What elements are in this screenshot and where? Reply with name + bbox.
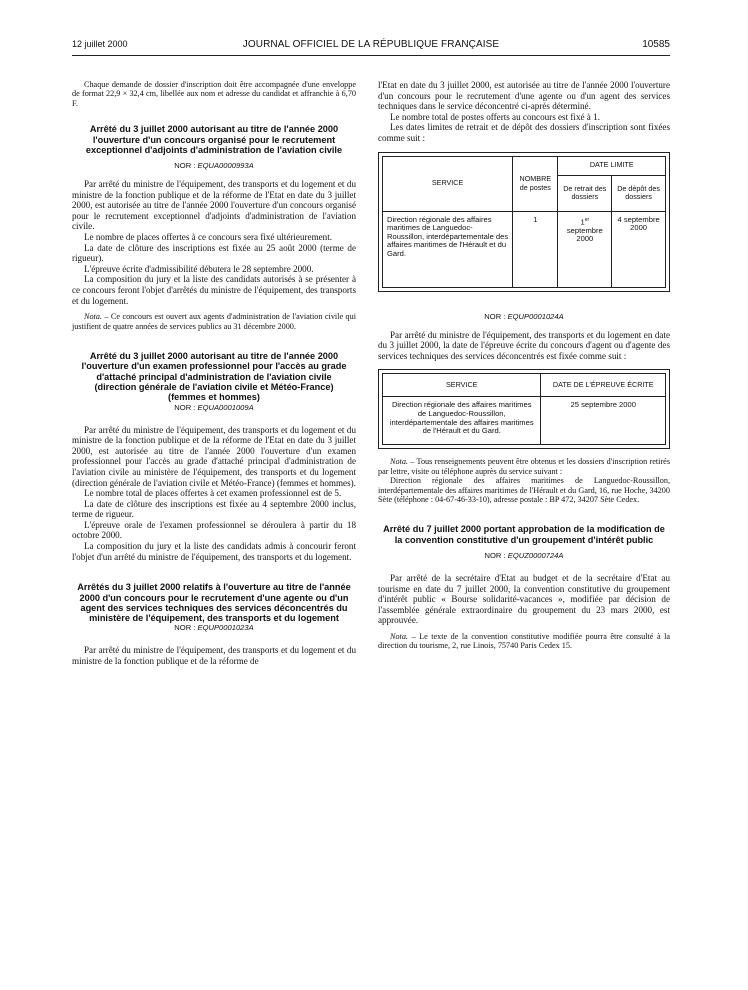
article-1-para-1: Par arrêté du ministre de l'équipement, des transports et du logement et du ministre de la fonction publique et de la réforme de l'Etat en date du 3 juillet 2000, est autorisée au titre de l'année 2000 l'ouverture d'un concours organisé pour le recrutement exceptionnel d'adjoints d'administration de l'aviation civile.	[72, 179, 356, 232]
article-2-title: Arrêté du 3 juillet 2000 autorisant au titre de l'année 2000 l'ouverture d'un examen professionnel pour l'accès au grade d'attaché principal d'administration de l'aviation civile (direction générale de l'aviation civile et Météo-France) (femmes et hommes)	[81, 351, 347, 403]
article-2-para-5: La composition du jury et la liste des candidats admis à concourir feront l'objet d'un arrêté du ministre de l'équipement, des transports et du logement.	[72, 541, 356, 562]
intro-paragraph: Chaque demande de dossier d'inscription doit être accompagnée d'une enveloppe de format 22,9 × 32,4 cm, libellée aux nom et adresse du candidat et affranchie à 6,70 F.	[72, 80, 356, 108]
table-1-header-date-limite: DATE LIMITE	[558, 156, 666, 175]
article-3-title: Arrêtés du 3 juillet 2000 relatifs à l'ouverture au titre de l'année 2000 d'un concours pour le recrutement d'une agente ou d'un agent des services techniques des services déconcentrés du ministère de l'équipement, des transports et du logement	[77, 582, 351, 624]
article-3-nor: NOR : EQUP0001023A	[174, 623, 254, 633]
table-1-header-service: SERVICE	[383, 156, 513, 211]
table-2-cell-date: 25 septembre 2000	[541, 397, 666, 445]
article-2-nor: NOR : EQUA0001009A	[174, 402, 254, 412]
right-para-2: Le nombre total de postes offerts au concours est fixé à 1.	[390, 111, 600, 122]
page-header	[72, 39, 670, 56]
article-1-para-4: L'épreuve écrite d'admissibilité débutera le 28 septembre 2000.	[84, 263, 314, 274]
article-2-para-2: Le nombre total de places offertes à cet examen professionnel est de 5.	[84, 488, 342, 499]
right-para-4: Par arrêté du ministre de l'équipement, des transports et du logement en date du 3 juillet 2000, la date de l'épreuve écrite du concours d'agent ou d'agente des services techniques des services déconcentrés est fixée comme suit :	[378, 329, 670, 361]
right-para-1: l'Etat en date du 3 juillet 2000, est autorisée au titre de l'année 2000 l'ouverture d'un concours pour le recrutement d'une agente ou d'un agent des services techniques dans le service déconcentré ci-après déterminé.	[378, 80, 670, 112]
article-1-para-5: La composition du jury et la liste des candidats autorisés à se présenter à ce concours feront l'objet d'arrêtés du ministre de l'équipement, des transports et du logement.	[72, 274, 356, 306]
deadlines-table	[382, 156, 666, 288]
table-2-cell-service: Direction régionale des affaires maritimes de Languedoc-Roussillon, interdépartementale des affaires maritimes de l'Hérault et du Gard.	[383, 397, 541, 445]
table-1-frame	[378, 152, 670, 292]
table-1-cell-nombre: 1	[513, 211, 558, 287]
article-2-para-3: La date de clôture des inscriptions est fixée au 4 septembre 2000 inclus, terme de rigueur.	[72, 498, 356, 520]
article-4-para-1: Par arrêté de la secrétaire d'Etat au budget et de la secrétaire d'Etat au tourisme en date du 7 juillet 2000, la convention constitutive du groupement d'intérêt public « Bourse solidarité-vacances », modifiée par décision de l'assemblée générale extraordinaire du groupement du 23 mars 2000, est approuvée.	[378, 572, 670, 626]
right-note-1: Nota. – Tous renseignements peuvent être obtenus et les dossiers d'inscription retirés par lettre, visite ou téléphone auprès du service suivant :	[378, 457, 670, 476]
table-1-header-nombre: NOMBRE de postes	[513, 156, 558, 211]
article-1-nor: NOR : EQUA0000993A	[174, 161, 254, 171]
article-4-nor: NOR : EQUZ0000724A	[484, 550, 564, 560]
right-column	[378, 80, 670, 651]
table-1-header-depot: De dépôt des dossiers	[612, 175, 666, 211]
article-1-para-2: Le nombre de places offertes à ce concours sera fixé ultérieurement.	[84, 232, 333, 243]
header-title: JOURNAL OFFICIEL DE LA RÉPUBLIQUE FRANÇAISE	[242, 39, 500, 50]
right-note-2: Direction régionale des affaires maritimes de Languedoc-Roussillon, interdépartementale des affaires maritimes de l'Hérault et du Gard, 16, rue Hoche, 34200 Sète (téléphone : 04-67-46-33-10), adresse postale : BP 472, 34207 Sète Cedex.	[378, 476, 670, 504]
table-2-frame	[378, 369, 670, 449]
table-1-header-retrait: De retrait des dossiers	[558, 175, 612, 211]
article-1-para-3: La date de clôture des inscriptions est fixée au 25 août 2000 (terme de rigueur).	[72, 242, 356, 264]
right-nor-2: NOR : EQUP0001024A	[484, 311, 564, 321]
table-1-cell-service: Direction régionale des affaires maritimes de Languedoc-Roussillon, interdépartementale des affaires maritimes de l'Hérault et du Gard.	[383, 211, 513, 287]
article-2-para-1: Par arrêté du ministre de l'équipement, des transports et du logement et du ministre de la fonction publique et de la réforme de l'Etat en date du 3 juillet 2000, est autorisée au titre de l'année 2000 l'ouverture d'un examen professionnel pour l'accès au grade d'attaché principal d'administration de l'aviation civile au ministère de l'équipement, des transports et du logement (direction générale de l'aviation civile et Météo-France) (femmes et hommes).	[72, 424, 356, 488]
header-date: 12 juillet 2000	[72, 39, 128, 49]
header-page-number: 10585	[642, 39, 670, 50]
article-1-note: Nota. – Ce concours est ouvert aux agents d'administration de l'aviation civile qui justifient de quatre années de services publics au 31 décembre 2000.	[72, 312, 356, 331]
article-4-note: Nota. – Le texte de la convention constitutive modifiée pourra être consulté à la direction du tourisme, 2, rue Linois, 75740 Paris Cedex 15.	[378, 631, 670, 651]
table-1-cell-depot: 4 septembre 2000	[612, 211, 666, 287]
article-3-para-1: Par arrêté du ministre de l'équipement, des transports et du logement et du ministre de la fonction publique et de la réforme de	[72, 645, 356, 667]
table-2-header-date: DATE DE L'ÉPREUVE ÉCRITE	[541, 374, 666, 397]
table-1-cell-retrait: 1er septembre 2000	[558, 211, 612, 287]
right-para-3: Les dates limites de retrait et de dépôt des dossiers d'inscription sont fixées comme suit :	[378, 122, 670, 143]
article-4-title: Arrêté du 7 juillet 2000 portant approbation de la modification de la convention constitutive d'un groupement d'intérêt public	[383, 524, 665, 545]
left-column	[72, 80, 356, 667]
article-2-para-4: L'épreuve orale de l'examen professionnel se déroulera à partir du 18 octobre 2000.	[72, 519, 356, 541]
article-1-title: Arrêté du 3 juillet 2000 autorisant au titre de l'année 2000 l'ouverture d'un concours organisé pour le recrutement exceptionnel d'adjoints d'administration de l'aviation civile	[85, 124, 343, 155]
table-2-header-service: SERVICE	[383, 374, 541, 397]
exam-date-table	[382, 373, 666, 445]
